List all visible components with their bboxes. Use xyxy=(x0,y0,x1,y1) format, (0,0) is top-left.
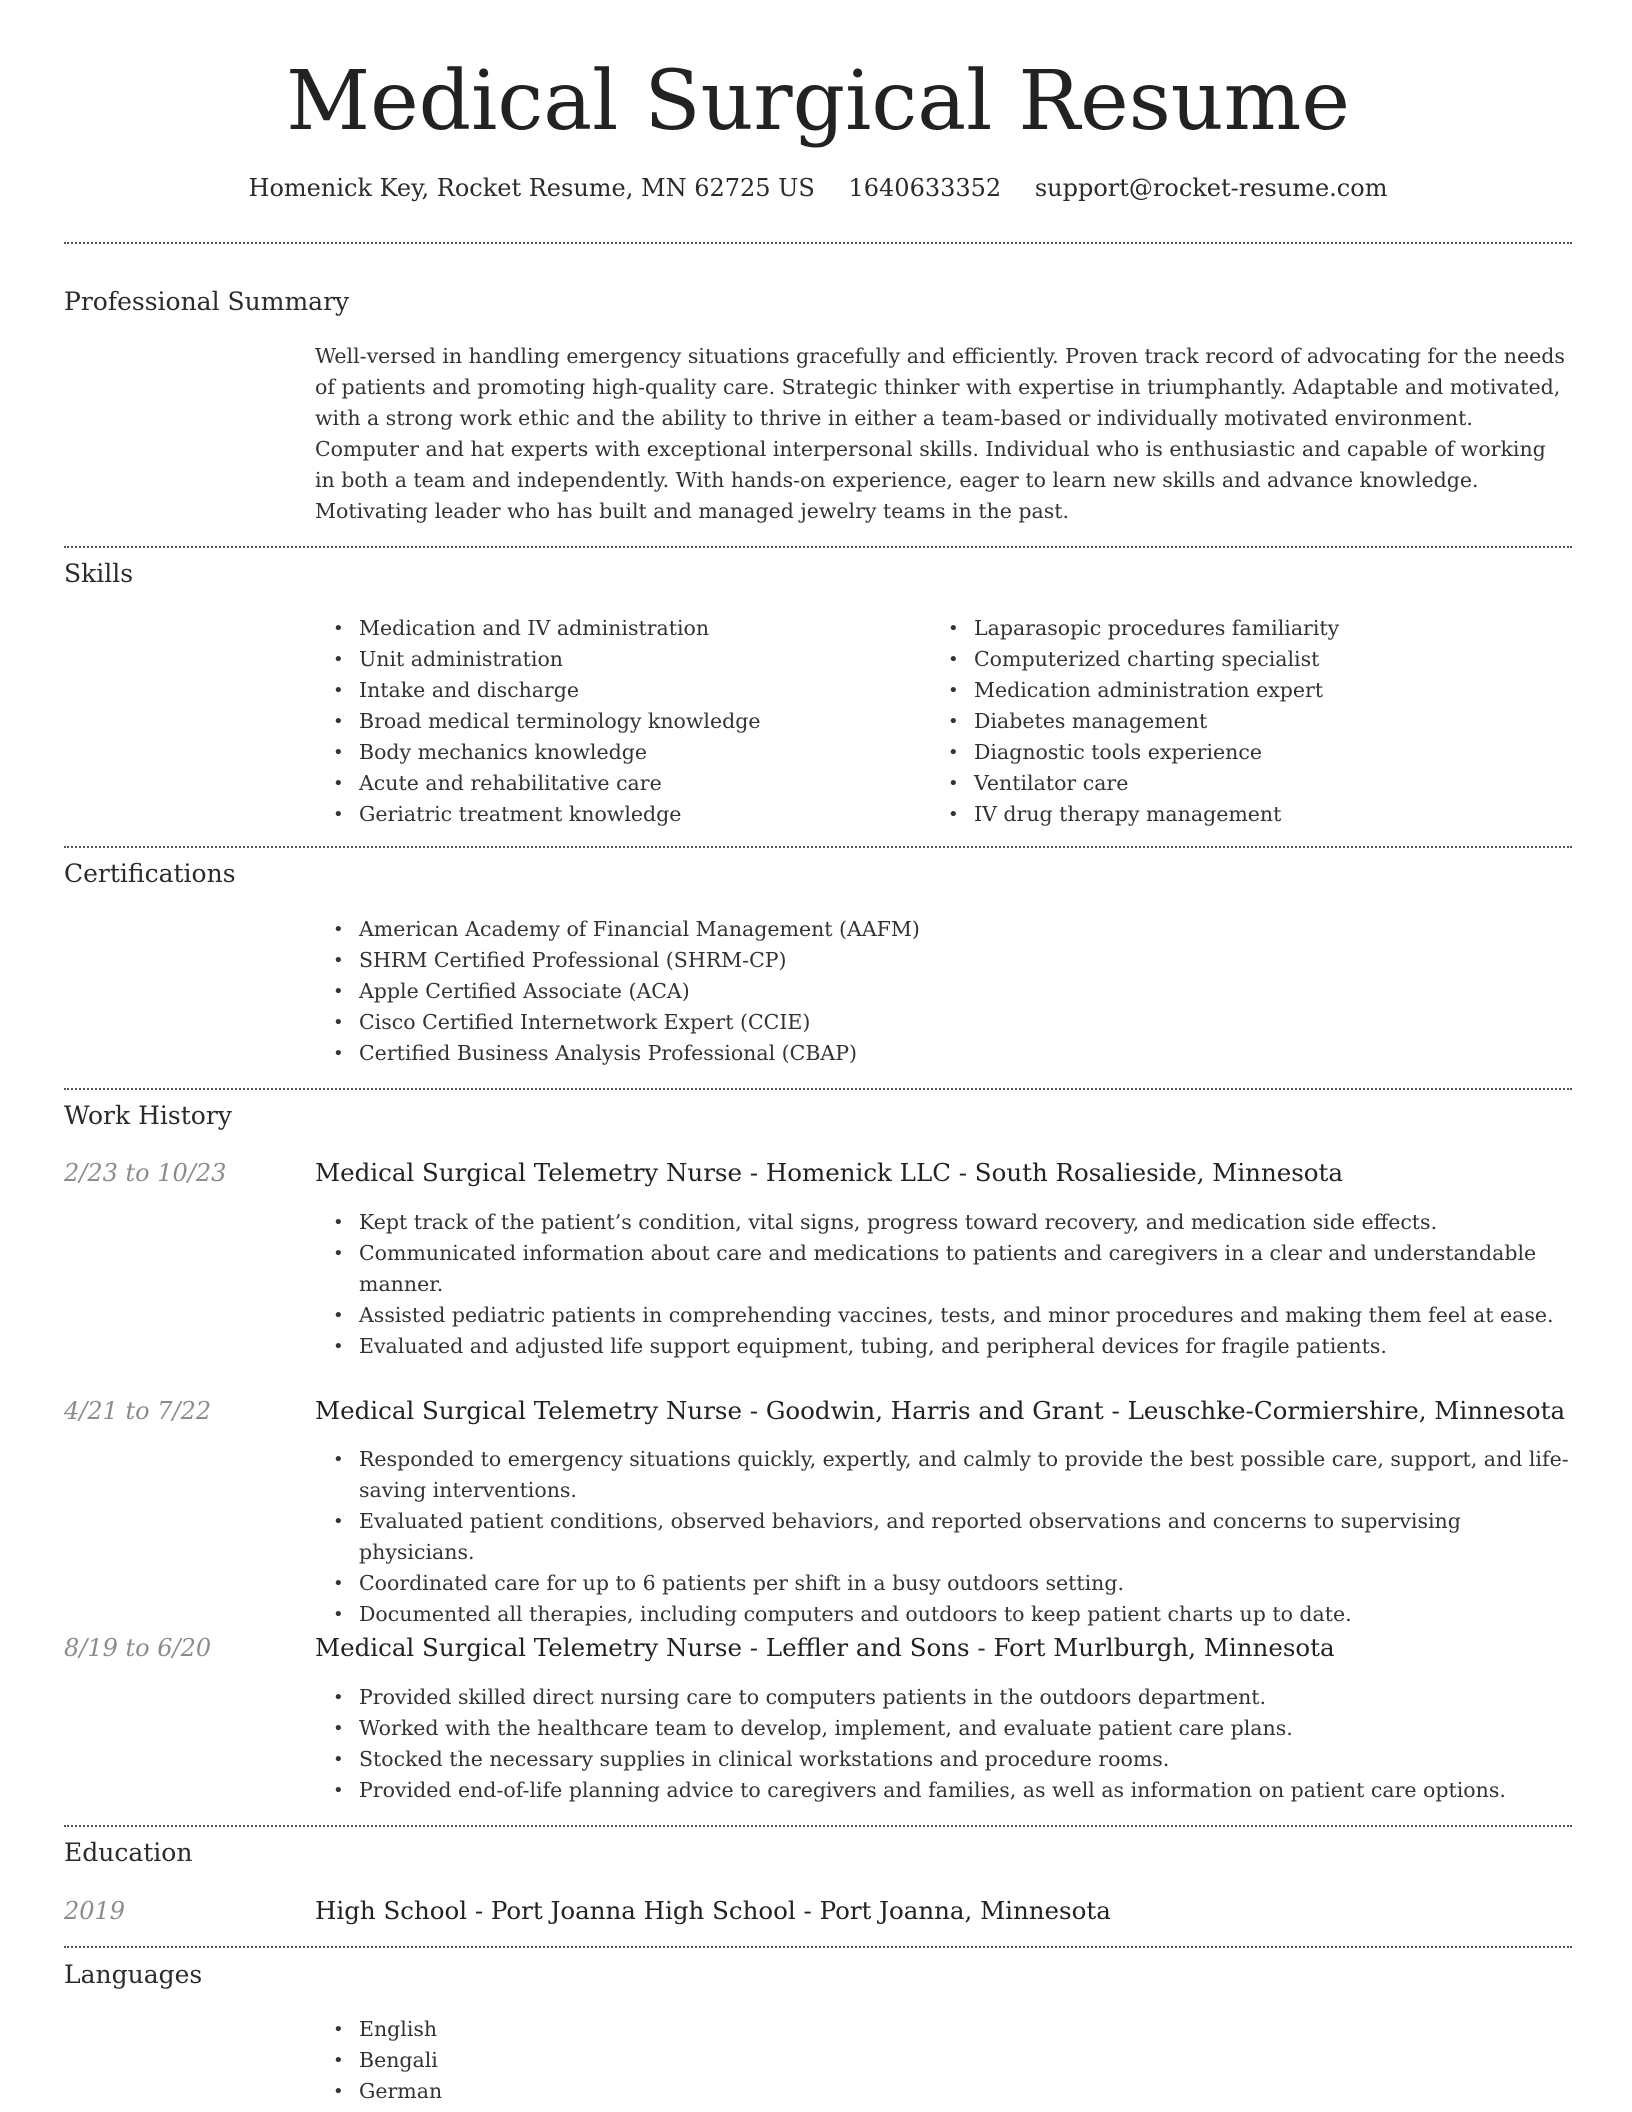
section-title-summary: Professional Summary xyxy=(64,287,350,316)
list-item: • Unit administration xyxy=(315,644,915,675)
list-item: • Provided end-of-life planning advice to caregivers and families, as well as information on patient care options. xyxy=(315,1775,1572,1806)
list-item: • Geriatric treatment knowledge xyxy=(315,799,915,830)
list-item: • Kept track of the patient’s condition, vital signs, progress toward recovery, and medication side effects. xyxy=(315,1207,1572,1238)
list-item: • Diagnostic tools experience xyxy=(930,737,1570,768)
job-employer: - Goodwin, Harris and Grant - Leuschke-Cormiershire, Minnesota xyxy=(742,1396,1566,1425)
section-title-skills: Skills xyxy=(64,559,134,588)
certifications-list xyxy=(315,914,1572,1069)
job-role: Medical Surgical Telemetry Nurse xyxy=(315,1633,742,1662)
list-item: • Coordinated care for up to 6 patients per shift in a busy outdoors setting. xyxy=(315,1568,1572,1599)
list-item: • Apple Certified Associate (ACA) xyxy=(315,976,1572,1007)
list-item: • Documented all therapies, including computers and outdoors to keep patient charts up to date. xyxy=(315,1599,1572,1630)
section-title-education: Education xyxy=(64,1838,193,1867)
section-divider xyxy=(64,546,1572,548)
education-date: 2019 xyxy=(64,1897,126,1925)
list-item: • Body mechanics knowledge xyxy=(315,737,915,768)
education-entry: High School - Port Joanna High School - Port Joanna, Minnesota xyxy=(315,1896,1111,1925)
job-employer: - Leffler and Sons - Fort Murlburgh, Minnesota xyxy=(742,1633,1335,1662)
list-item: • Laparasopic procedures familiarity xyxy=(930,613,1570,644)
section-title-languages: Languages xyxy=(64,1960,203,1989)
list-item: • American Academy of Financial Management (AAFM) xyxy=(315,914,1572,945)
skills-list-left xyxy=(315,613,915,830)
section-divider xyxy=(64,1946,1572,1948)
job-bullets xyxy=(315,1682,1572,1806)
list-item: • Communicated information about care and medications to patients and caregivers in a clear and understandable manner. xyxy=(315,1238,1572,1300)
list-item: • Stocked the necessary supplies in clinical workstations and procedure rooms. xyxy=(315,1744,1572,1775)
section-divider xyxy=(64,242,1572,244)
job-bullets xyxy=(315,1444,1572,1630)
list-item: • Diabetes management xyxy=(930,706,1570,737)
list-item: • Certified Business Analysis Professional (CBAP) xyxy=(315,1038,1572,1069)
resume-name: Medical Surgical Resume xyxy=(286,54,1350,149)
section-title-work-history: Work History xyxy=(64,1101,232,1130)
list-item: • Medication administration expert xyxy=(930,675,1570,706)
job-date: 8/19 to 6/20 xyxy=(64,1634,212,1662)
list-item: • Responded to emergency situations quickly, expertly, and calmly to provide the best possible care, support, and life-saving interventions. xyxy=(315,1444,1572,1506)
section-divider xyxy=(64,1088,1572,1090)
list-item: • Cisco Certified Internetwork Expert (CCIE) xyxy=(315,1007,1572,1038)
contact-phone: 1640633352 xyxy=(848,174,1002,202)
contact-email: support@rocket-resume.com xyxy=(1034,174,1388,202)
job-employer: - Homenick LLC - South Rosalieside, Minnesota xyxy=(742,1158,1344,1187)
list-item: • IV drug therapy management xyxy=(930,799,1570,830)
list-item: • Broad medical terminology knowledge xyxy=(315,706,915,737)
job-role: Medical Surgical Telemetry Nurse xyxy=(315,1158,742,1187)
list-item: • Intake and discharge xyxy=(315,675,915,706)
list-item: • Computerized charting specialist xyxy=(930,644,1570,675)
summary-text: Well-versed in handling emergency situations gracefully and efficiently. Proven track record of advocating for the needs of patients and promoting high-quality care. Strategic thinker with expertise in triumphantly. Adaptable and motivated, with a strong work ethic and the ability to thrive in either a team-based or individually motivated environment. Computer and hat experts with exceptional interpersonal skills. Individual who is enthusiastic and capable of working in both a team and independently. With hands-on experience, eager to learn new skills and advance knowledge. Motivating leader who has built and managed jewelry teams in the past. xyxy=(315,344,1565,523)
list-item: • Worked with the healthcare team to develop, implement, and evaluate patient care plans. xyxy=(315,1713,1572,1744)
job-date: 2/23 to 10/23 xyxy=(64,1159,227,1187)
languages-list xyxy=(315,2014,915,2107)
list-item: • SHRM Certified Professional (SHRM-CP) xyxy=(315,945,1572,976)
list-item: • Evaluated and adjusted life support equipment, tubing, and peripheral devices for fragile patients. xyxy=(315,1331,1572,1362)
contact-line xyxy=(64,170,1572,206)
contact-address: Homenick Key, Rocket Resume, MN 62725 US xyxy=(248,174,815,202)
list-item: • Medication and IV administration xyxy=(315,613,915,644)
job-date: 4/21 to 7/22 xyxy=(64,1397,212,1425)
job-bullets xyxy=(315,1207,1572,1362)
section-divider xyxy=(64,1825,1572,1827)
skills-list-right xyxy=(930,613,1570,830)
list-item: • German xyxy=(315,2076,915,2107)
job-title xyxy=(315,1631,1335,1665)
list-item: • Ventilator care xyxy=(930,768,1570,799)
section-title-certifications: Certifications xyxy=(64,859,236,888)
job-role: Medical Surgical Telemetry Nurse xyxy=(315,1396,742,1425)
list-item: • Evaluated patient conditions, observed behaviors, and reported observations and concerns to supervising physicians. xyxy=(315,1506,1572,1568)
list-item: • Bengali xyxy=(315,2045,915,2076)
job-title xyxy=(315,1394,1565,1428)
list-item: • Assisted pediatric patients in comprehending vaccines, tests, and minor procedures and making them feel at ease. xyxy=(315,1300,1572,1331)
list-item: • Provided skilled direct nursing care to computers patients in the outdoors department. xyxy=(315,1682,1572,1713)
list-item: • Acute and rehabilitative care xyxy=(315,768,915,799)
section-divider xyxy=(64,846,1572,848)
job-title xyxy=(315,1156,1343,1190)
list-item: • English xyxy=(315,2014,915,2045)
